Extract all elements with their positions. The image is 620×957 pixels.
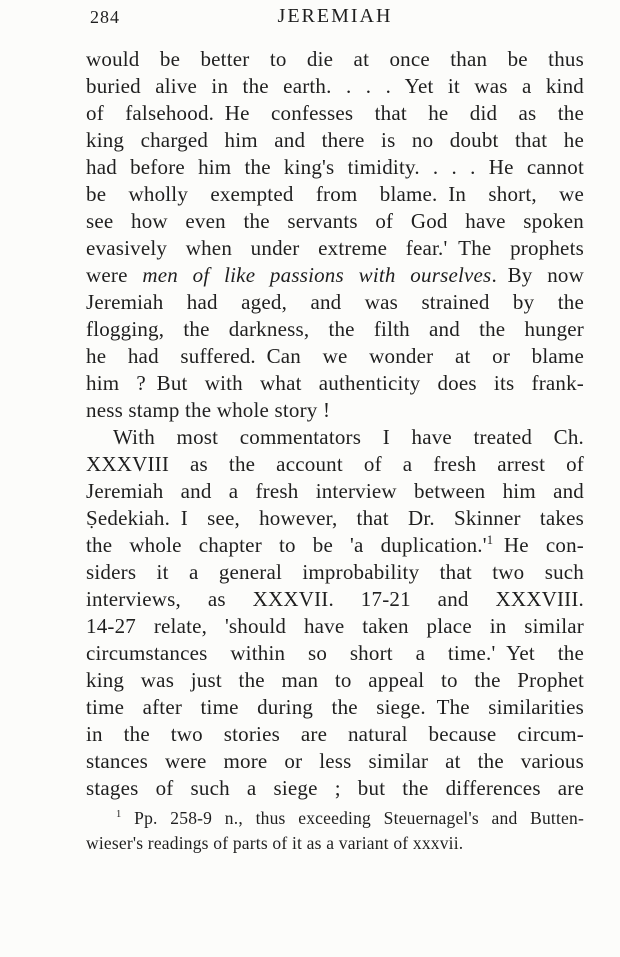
text-line: see how even the servants of God have spoken <box>86 209 584 233</box>
text-line: evasively when under extreme fear.' The prophets <box>86 236 584 260</box>
text-line: king was just the man to appeal to the Prophet <box>86 668 584 692</box>
text-line: With most commentators I have treated Ch. <box>113 425 584 449</box>
text-line: king charged him and there is no doubt that he <box>86 128 584 152</box>
text-line: buried alive in the earth. . . . Yet it was a kind <box>86 74 584 98</box>
page-number: 284 <box>90 7 120 27</box>
running-title: JEREMIAH <box>277 5 393 27</box>
text-line: ness stamp the whole story ! <box>86 398 331 422</box>
text-line: the whole chapter to be 'a $duplication.'^1$ He con- <box>86 533 584 557</box>
text-line: be wholly exempted from blame. In short, we <box>86 182 584 206</box>
text-line: stages of such a siege ; but the differences are <box>86 776 584 800</box>
page-header <box>86 5 584 31</box>
text-line: stances were more or less similar at the various <box>86 749 584 773</box>
text-line: siders it a general improbability that two such <box>86 560 584 584</box>
text-line: him ? But with what authenticity does its frank- <box>86 371 584 395</box>
text-line: Jeremiah and a fresh interview between him and <box>86 479 584 503</box>
footnote-line: $^1$ Pp. 258-9 n., thus exceeding Steuernagel's and Butten- <box>116 808 584 828</box>
footnote <box>86 806 584 856</box>
text-line: of falsehood. He confesses that he did as the <box>86 101 584 125</box>
text-line: flogging, the darkness, the filth and the hunger <box>86 317 584 341</box>
text-line: in the two stories are natural because circum- <box>86 722 584 746</box>
text-line: would be better to die at once than be thus <box>86 47 584 71</box>
text-line: Jeremiah had aged, and was strained by the <box>86 290 584 314</box>
footnote-line: wieser's readings of parts of it as a variant of xxxvii. <box>86 833 464 853</box>
body-text <box>86 46 584 802</box>
text-line: XXXVIII as the account of a fresh arrest of <box>86 452 584 476</box>
text-line: interviews, as XXXVII. 17-21 and XXXVIII. <box>86 587 584 611</box>
text-line: 14-27 relate, 'should have taken place in similar <box>86 614 584 638</box>
text-line: circumstances within so short a time.' Yet the <box>86 641 584 665</box>
text-line: time after time during the siege. The similarities <box>86 695 584 719</box>
text-line: had before him the king's timidity. . . . He cannot <box>86 155 584 179</box>
text-line: Ṣedekiah. I see, however, that Dr. Skinner takes <box>86 506 584 530</box>
text-line: were men of like passions with ourselves. By now <box>86 263 584 287</box>
text-line: he had suffered. Can we wonder at or blame <box>86 344 584 368</box>
